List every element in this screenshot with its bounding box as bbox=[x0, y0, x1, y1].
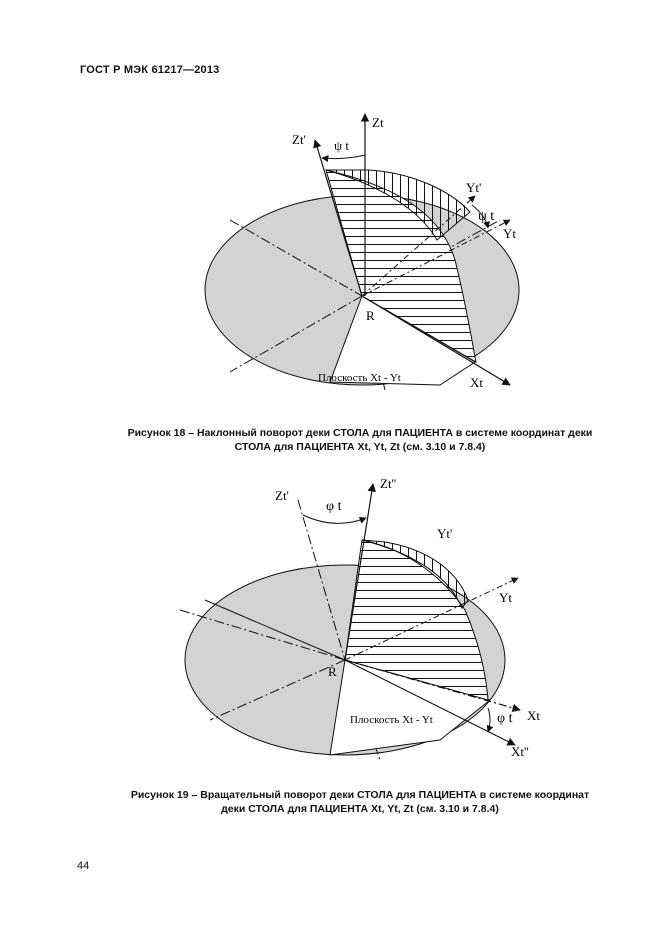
label-xt-dprime: Xt'' bbox=[511, 744, 529, 759]
label-yt: Yt bbox=[503, 226, 516, 241]
label-yt-prime: Yt' bbox=[466, 180, 482, 195]
figure-19-caption bbox=[60, 788, 660, 816]
document-header: ГОСТ Р МЭК 61217—2013 bbox=[80, 64, 220, 76]
label-zt-prime-2: Zt' bbox=[275, 488, 289, 503]
label-psi2: ψ t bbox=[478, 209, 495, 224]
figure-19-caption-line2: деки СТОЛА для ПАЦИЕНТА Xt, Yt, Zt (см. 3.10 и 7.8.4) bbox=[221, 803, 499, 815]
label-plane: Плоскость Xt - Yt bbox=[318, 372, 401, 384]
label-r-2: R bbox=[328, 664, 337, 679]
label-phi2: φ t bbox=[497, 711, 513, 726]
figure-18-caption bbox=[60, 426, 660, 454]
psi-arc bbox=[322, 155, 365, 159]
phi2-arc bbox=[488, 708, 490, 732]
figure-19-diagram bbox=[0, 470, 661, 770]
label-xt-2: Xt bbox=[527, 708, 540, 723]
label-zt: Zt bbox=[372, 115, 384, 130]
label-r: R bbox=[366, 308, 375, 323]
label-plane-2: Плоскость Xt - Yt bbox=[350, 714, 433, 726]
page-number: 44 bbox=[77, 860, 90, 872]
label-zt-dprime: Zt'' bbox=[380, 476, 397, 491]
label-yt-2: Yt bbox=[499, 590, 512, 605]
label-phi: φ t bbox=[326, 499, 342, 514]
figure-19-caption-line1: Рисунок 19 – Вращательный поворот деки СТОЛА для ПАЦИЕНТА в системе координат bbox=[130, 789, 590, 801]
label-xt: Xt bbox=[470, 375, 483, 390]
phi-arc bbox=[303, 515, 366, 523]
label-zt-prime: Zt' bbox=[292, 132, 306, 147]
figure-18-diagram bbox=[0, 100, 661, 400]
figure-18-caption-line1: Рисунок 18 – Наклонный поворот деки СТОЛА для ПАЦИЕНТА в системе координат деки bbox=[127, 427, 593, 439]
figure-18-caption-line2: СТОЛА для ПАЦИЕНТА Xt, Yt, Zt (см. 3.10 и 7.8.4) bbox=[234, 441, 486, 453]
label-yt-prime-2: Yt' bbox=[437, 526, 453, 541]
label-psi: ψ t bbox=[334, 138, 349, 153]
